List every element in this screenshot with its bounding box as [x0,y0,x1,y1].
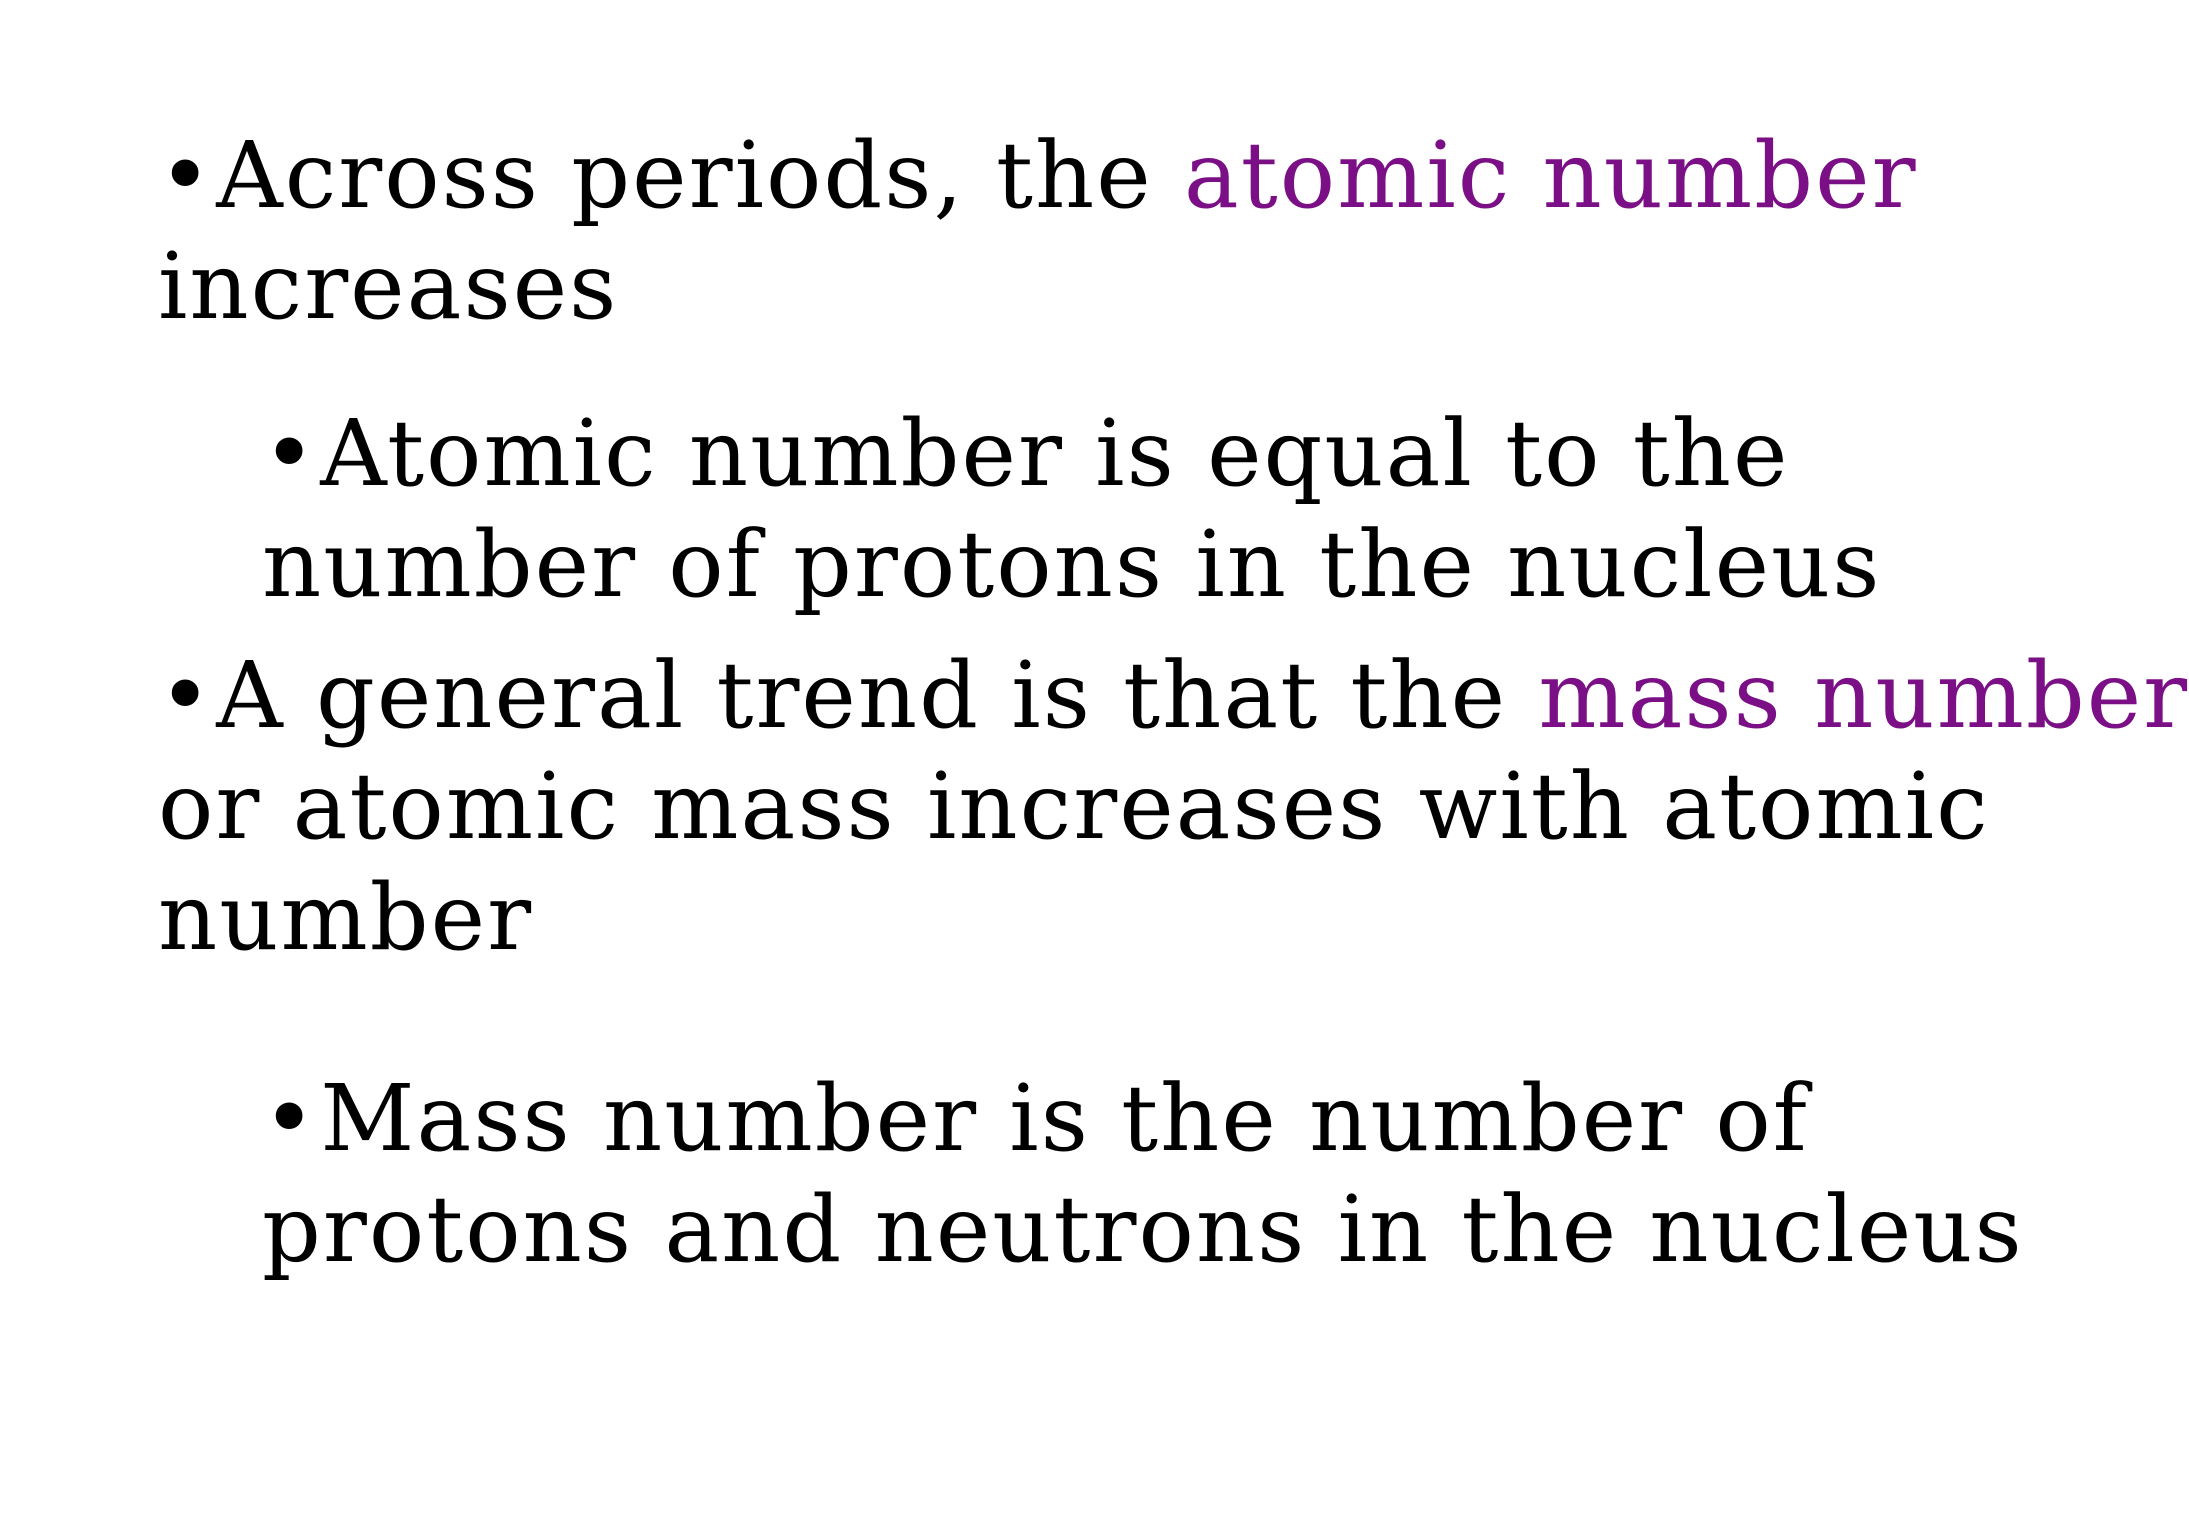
bullet-line [158,640,2189,751]
bullet-line [262,1063,2024,1174]
sub-bullet-atomic-number-definition [262,398,1882,620]
bullet-marker: • [262,1065,319,1172]
bullet-line: protons and neutrons in the nucleus [262,1176,2024,1283]
bullet-line [262,398,1882,509]
bullet-line: number of protons in the nucleus [262,511,1882,618]
highlight-term-mass-number: mass number [1538,642,2189,749]
bullet-marker: • [158,122,215,229]
bullet-marker: • [158,642,215,749]
bullet-marker: • [262,400,319,507]
bullet-text: Atomic number is equal to the [320,400,1790,507]
highlight-term-atomic-number: atomic number [1183,122,1918,229]
bullet-mass-number-trend [158,640,2189,973]
bullet-atomic-number-increases [158,120,1918,342]
bullet-line: or atomic mass increases with atomic [158,753,1990,860]
bullet-text: Mass number is the number of [320,1065,1809,1172]
bullet-text: Across periods, the [216,122,1184,229]
bullet-text: A general trend is that the [216,642,1539,749]
sub-bullet-mass-number-definition [262,1063,2024,1285]
bullet-line [158,120,1918,231]
bullet-line: increases [158,233,619,340]
bullet-line: number [158,864,534,971]
